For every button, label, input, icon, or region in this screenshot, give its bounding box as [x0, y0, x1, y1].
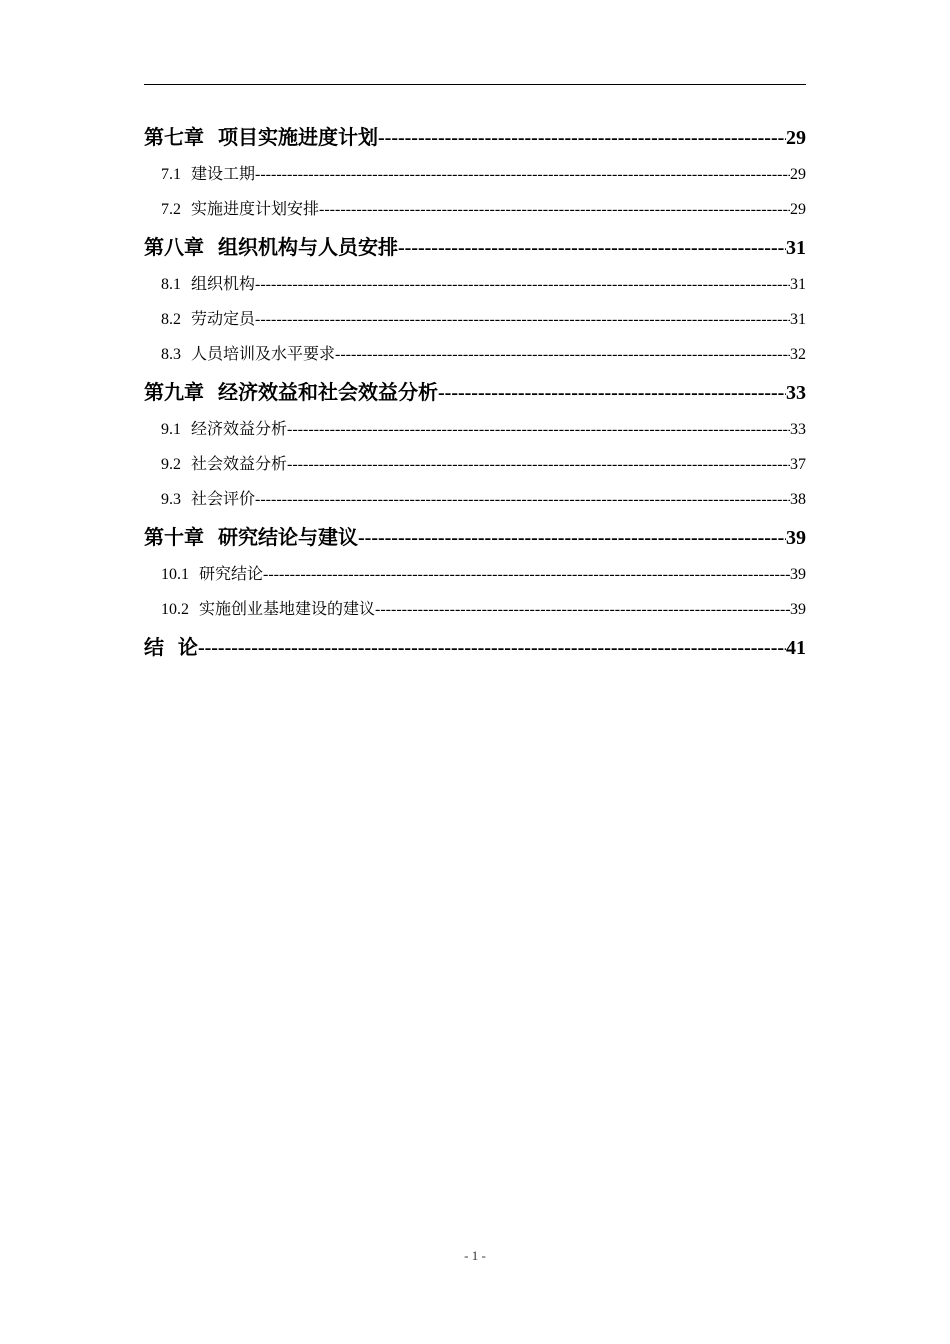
toc-entry-page: 32 [790, 346, 806, 363]
toc-entry-page: 33 [790, 421, 806, 438]
toc-entry-page: 31 [790, 311, 806, 328]
toc-section-7-2[interactable] [144, 191, 806, 226]
toc-leader-dots [319, 192, 790, 226]
header-rule [144, 84, 806, 85]
toc-entry-page: 29 [790, 166, 806, 183]
toc-section-9-1[interactable] [144, 411, 806, 446]
toc-entry-number: 10.2 [161, 601, 189, 618]
toc-entry-page: 39 [790, 566, 806, 583]
toc-entry-number: 第十章 [144, 527, 204, 549]
toc-section-10-2[interactable] [144, 591, 806, 626]
toc-chapter-8[interactable] [144, 228, 806, 266]
toc-leader-dots [198, 629, 786, 666]
toc-entry-title: 经济效益分析 [191, 419, 288, 438]
toc-section-10-1[interactable] [144, 556, 806, 591]
toc-section-8-3[interactable] [144, 336, 806, 371]
toc-leader-dots [438, 374, 786, 411]
toc-section-9-2[interactable] [144, 446, 806, 481]
toc-entry-title: 劳动定员 [191, 309, 256, 328]
table-of-contents [144, 118, 806, 666]
toc-entry-page: 29 [786, 127, 806, 149]
toc-entry-title: 组织机构 [191, 274, 256, 293]
toc-entry-number: 8.1 [161, 276, 181, 293]
toc-entry-number: 10.1 [161, 566, 189, 583]
toc-entry-number: 8.2 [161, 311, 181, 328]
toc-leader-dots [375, 592, 790, 626]
toc-entry-title: 研究结论 [199, 564, 264, 583]
toc-entry-number: 9.1 [161, 421, 181, 438]
toc-conclusion[interactable] [144, 628, 806, 666]
toc-entry-title: 实施进度计划安排 [191, 199, 320, 218]
toc-chapter-10[interactable] [144, 518, 806, 556]
toc-leader-dots [255, 302, 790, 336]
toc-section-8-2[interactable] [144, 301, 806, 336]
toc-entry-number: 9.2 [161, 456, 181, 473]
toc-section-7-1[interactable] [144, 156, 806, 191]
toc-leader-dots [358, 519, 786, 556]
toc-entry-title: 实施创业基地建设的建议 [199, 599, 376, 618]
toc-entry-title: 结 论 [144, 635, 198, 659]
toc-entry-number: 8.3 [161, 346, 181, 363]
toc-entry-number: 7.2 [161, 201, 181, 218]
toc-entry-title: 项目实施进度计划 [218, 125, 378, 149]
toc-leader-dots [378, 119, 786, 156]
toc-leader-dots [287, 412, 790, 446]
toc-section-8-1[interactable] [144, 266, 806, 301]
toc-leader-dots [255, 482, 790, 516]
toc-entry-title: 研究结论与建议 [218, 525, 358, 549]
toc-entry-page: 39 [786, 527, 806, 549]
toc-leader-dots [287, 447, 790, 481]
toc-entry-number: 第七章 [144, 127, 204, 149]
toc-entry-number: 第八章 [144, 237, 204, 259]
toc-entry-title: 社会评价 [191, 489, 256, 508]
toc-entry-page: 41 [786, 637, 806, 659]
toc-entry-title: 建设工期 [191, 164, 256, 183]
toc-entry-page: 38 [790, 491, 806, 508]
toc-entry-page: 37 [790, 456, 806, 473]
toc-entry-page: 31 [786, 237, 806, 259]
toc-leader-dots [263, 557, 790, 591]
toc-entry-page: 29 [790, 201, 806, 218]
toc-section-9-3[interactable] [144, 481, 806, 516]
toc-leader-dots [255, 267, 790, 301]
toc-chapter-9[interactable] [144, 373, 806, 411]
toc-chapter-7[interactable] [144, 118, 806, 156]
page-number-footer: - 1 - [464, 1248, 486, 1263]
toc-entry-title: 组织机构与人员安排 [218, 235, 398, 259]
toc-entry-page: 39 [790, 601, 806, 618]
toc-entry-title: 经济效益和社会效益分析 [218, 380, 438, 404]
toc-leader-dots [255, 157, 790, 191]
toc-leader-dots [398, 229, 786, 266]
toc-entry-number: 9.3 [161, 491, 181, 508]
toc-entry-number: 第九章 [144, 382, 204, 404]
toc-entry-title: 人员培训及水平要求 [191, 344, 336, 363]
toc-entry-page: 31 [790, 276, 806, 293]
toc-leader-dots [335, 337, 790, 371]
toc-entry-title: 社会效益分析 [191, 454, 288, 473]
toc-entry-number: 7.1 [161, 166, 181, 183]
toc-entry-page: 33 [786, 382, 806, 404]
